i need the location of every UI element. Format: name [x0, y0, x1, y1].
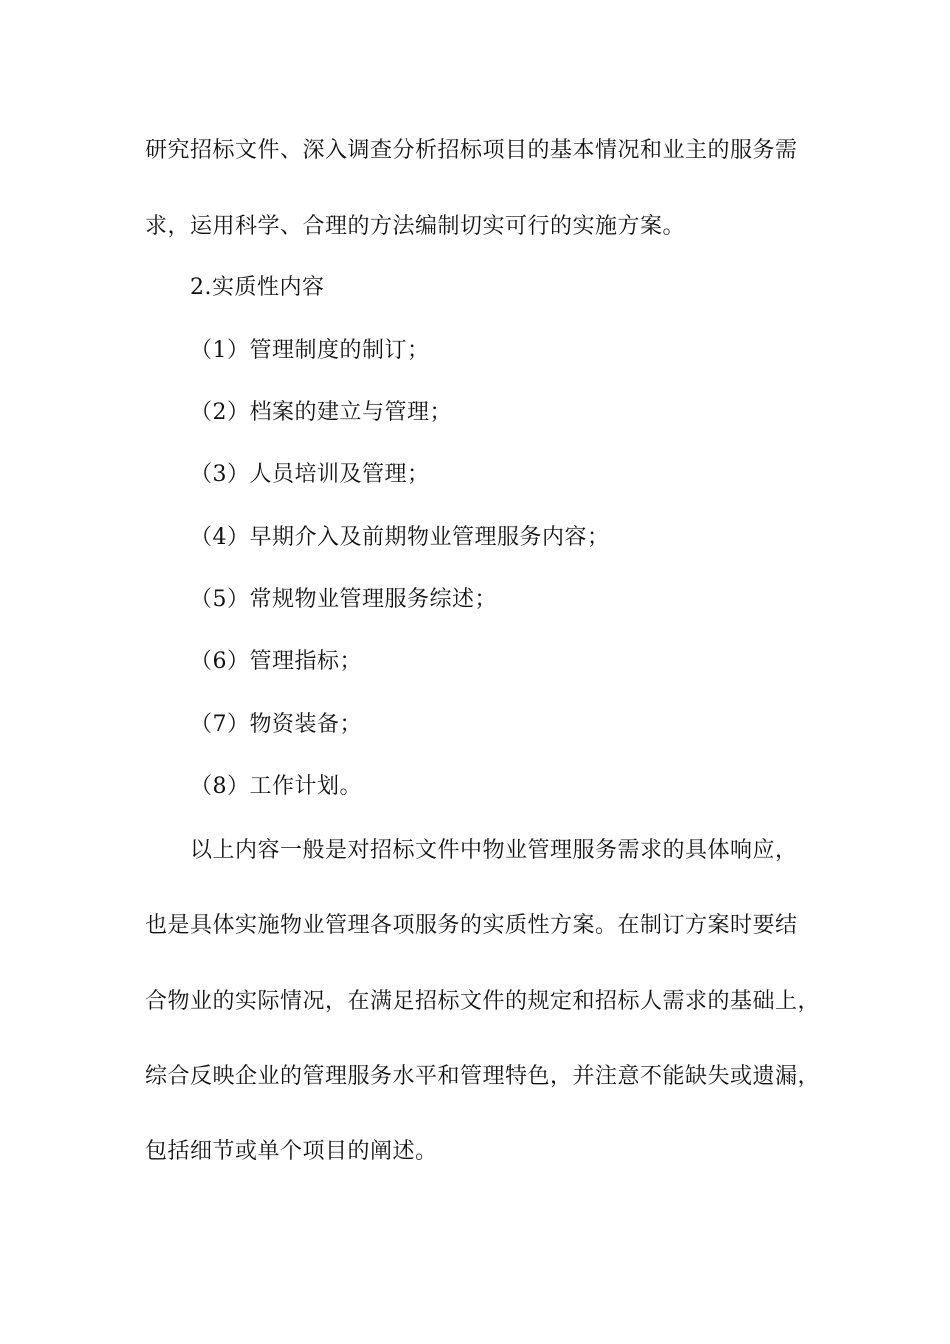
list-item: （8）工作计划。	[190, 774, 362, 799]
body-text-line: 求，运用科学、合理的方法编制切实可行的实施方案。	[145, 214, 686, 239]
list-item: （1）管理制度的制订；	[190, 338, 430, 363]
list-item: （3）人员培训及管理；	[190, 462, 430, 487]
body-text-line: 综合反映企业的管理服务水平和管理特色，并注意不能缺失或遗漏，	[145, 1064, 821, 1089]
list-item: （2）档案的建立与管理；	[190, 400, 452, 425]
body-text-line: 也是具体实施物业管理各项服务的实质性方案。在制订方案时要结	[145, 913, 798, 938]
list-item: （5）常规物业管理服务综述；	[190, 587, 497, 612]
list-item: （4）早期介入及前期物业管理服务内容；	[190, 525, 610, 550]
list-item: （7）物资装备；	[190, 712, 362, 737]
body-text-line: 以上内容一般是对招标文件中物业管理服务需求的具体响应，	[190, 838, 798, 863]
body-text-line: 研究招标文件、深入调查分析招标项目的基本情况和业主的服务需	[145, 138, 798, 163]
body-text-line: 合物业的实际情况，在满足招标文件的规定和招标人需求的基础上，	[145, 989, 821, 1014]
body-text-line: 包括细节或单个项目的阐述。	[145, 1139, 438, 1164]
section-heading: 2.实质性内容	[190, 275, 325, 300]
list-item: （6）管理指标；	[190, 649, 362, 674]
